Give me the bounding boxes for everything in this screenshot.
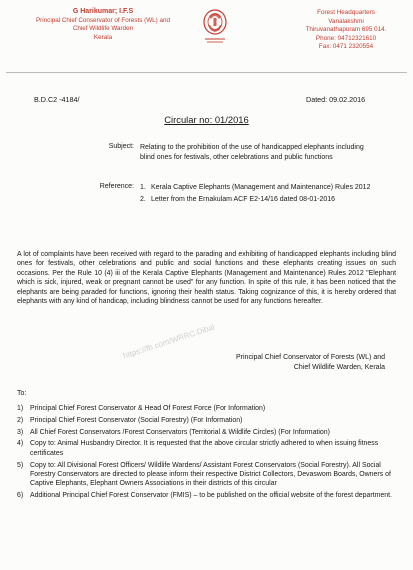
recipients-list [17,404,395,503]
recipient-item [17,428,395,437]
reference-item-text: Letter from the Ernakulam ACF E2-14/16 dated 08-01-2016 [151,195,336,203]
sender-title-line2: Chief Wildlife Warden [72,25,134,33]
header-divider [6,72,407,73]
circular-body: A lot of complaints have been received with regard to the parading and exhibiting of handicapped elephants including blind ones for festivals, other celebrations and public and social functions and these elephants creating issues on such occasions. Per the Rule 10 (4) iii of the Kerala Captive Elephants (Management and Maintenance) Rules 2012 "Elephant which is sick, injured, weak or pregnant cannot be used" for any function. In spite of this rule, it has been noticed that the elephants are being paraded for functions, ignoring their health status. Taking cognizance of this, it is hereby ordered that elephants with any kind of handicap, including blindness cannot be used for any functions hereafter. [17,251,396,306]
circular-title: Circular no: 01/2016 [164,114,249,125]
reference-item [140,195,390,205]
signature-line1: Principal Chief Conservator of Forests (WL) and [236,354,385,361]
letterhead-sender [8,8,198,42]
recipient-number: 4) [17,440,24,448]
address-line3: Thiruvanathapuram 695 014. [305,26,387,34]
recipient-item [17,491,395,500]
circular-date: Dated: 09.02.2016 [306,95,366,104]
address-line1: Forest Headquarters [317,9,375,16]
recipients-label: To: [17,390,27,397]
recipient-number: 2) [17,416,24,424]
recipient-text: Additional Principal Chief Forest Conservator (FMIS) – to be published on the official website of the forest department. [30,492,392,500]
signature-line2: Chief Wildlife Warden, Kerala [293,363,385,371]
reference-item-number: 1. [140,184,146,191]
recipient-text: Principal Chief Forest Conservator (Social Forestry) (For Information) [30,416,243,424]
recipient-text: Copy to: Animal Husbandry Director. It is requested that the above circular strictly adhered to when issuing fitness certificates [30,440,379,457]
fax-number: Fax: 0471 2320554 [318,43,374,51]
reference-label: Reference: [99,183,134,190]
address-line2: Vanalakshmi [328,17,364,25]
recipient-item [17,461,395,489]
reference-number: B.D.C2 -4184/ [34,95,80,104]
recipient-text: Copy to: All Divisional Forest Officers/ Wildlife Wardens/ Assistant Forest Conservators (Social Forestry). All Social Forestry Conservators are directed to please inform their respective District Collectors, Devaswom Boards, Owners of Captive Elephants, Elephant Owners Associations in their districts of this circular [30,461,391,488]
phone-number: Phone: 04712321610 [315,34,377,42]
sender-state: Kerala [93,33,113,41]
reference-item [140,183,390,193]
reference-item-text: Kerala Captive Elephants (Management and Maintenance) Rules 2012 [151,184,371,191]
reference-list [140,183,390,206]
subject-text: Relating to the prohibition of the use of handicapped elephants including blind ones for festivals, other celebrations and public functions [140,144,364,161]
recipient-text: All Chief Forest Conservators /Forest Conservators (Territorial & Wildlife Circles) (For Information) [30,428,330,436]
recipient-number: 5) [17,461,24,469]
reference-item-number: 2. [140,195,146,203]
sender-title-line1: Principal Chief Conservator of Forests (WL) and [35,16,171,24]
recipient-number: 3) [17,428,24,436]
recipient-text: Principal Chief Forest Conservator & Head Of Forest Force (For Information) [30,405,266,412]
sender-name: G Harikumar; I.F.S [72,8,134,15]
recipient-number: 1) [17,405,24,412]
signature-block [225,353,385,372]
letterhead-address [291,9,401,52]
watermark-text: https://fb.com/WRRC.Dibal [122,322,216,361]
recipient-number: 6) [17,492,24,500]
recipient-item [17,416,395,425]
recipient-item [17,404,395,413]
kerala-emblem-icon [201,7,229,45]
recipient-item [17,439,395,458]
subject-label: Subject: [108,143,134,150]
